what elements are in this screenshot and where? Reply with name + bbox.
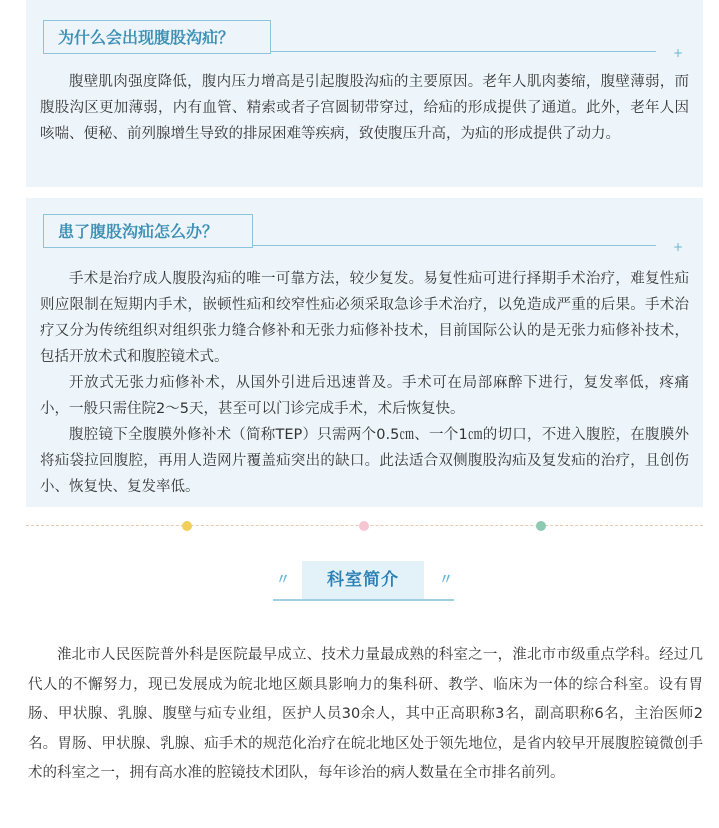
- department-title-block: [0, 561, 719, 607]
- section-card-treatment: [26, 198, 703, 507]
- title-underline: [253, 245, 656, 246]
- section-title-treatment: 患了腹股沟疝怎么办？: [43, 214, 253, 248]
- department-description: 淮北市人民医院普外科是医院最早成立、技术力量最成熟的科室之一，淮北市市级重点学科。经过几代人的不懈努力，现已发展成为皖北地区颇具影响力的集科研、教学、临床为一体的综合科室。设有胃肠、甲状腺、乳腺、腹壁与疝专业组，医护人员30余人，其中正高职称3名，副高职称6名，主治医师2名。胃肠、甲状腺、乳腺、疝手术的规范化治疗在皖北地区处于领先地位，是省内较早开展腹腔镜微创手术的科室之一，拥有高水准的腔镜技术团队，每年诊治的病人数量在全市排名前列。: [28, 647, 703, 781]
- department-title: 科室简介: [327, 570, 399, 590]
- paragraph: 手术是治疗成人腹股沟疝的唯一可靠方法，较少复发。易复性疝可进行择期手术治疗，难复性疝则应限制在短期内手术，嵌顿性疝和绞窄性疝必须采取急诊手术治疗，以免造成严重的后果。手术治疗又分为传统组织对组织张力缝合修补和无张力疝修补技术，目前国际公认的是无张力疝修补技术，包括开放术式和腹腔镜术式。: [40, 271, 689, 365]
- paragraph: 腹壁肌肉强度降低，腹内压力增高是引起腹股沟疝的主要原因。老年人肌肉萎缩，腹壁薄弱，而腹股沟区更加薄弱，内有血管、精索或者子宫圆韧带穿过，给疝的形成提供了通道。此外，老年人因咳喘、便秘、前列腺增生导致的排尿困难等疾病，致使腹压升高，为疝的形成提供了动力。: [40, 74, 689, 142]
- section-card-causes: [26, 0, 703, 187]
- quote-deco-icon: 〃: [439, 572, 453, 588]
- section-body-causes: [40, 69, 689, 147]
- title-underline: [271, 51, 656, 52]
- plus-icon: +: [673, 46, 684, 60]
- quote-deco-icon: 〃: [276, 572, 290, 588]
- paragraph: 开放式无张力疝修补术，从国外引进后迅速普及。手术可在局部麻醉下进行，复发率低，疼痛小，一般只需住院2～5天，甚至可以门诊完成手术，术后恢复快。: [40, 375, 689, 417]
- department-title-underline: [273, 599, 454, 601]
- divider-dot-green: [536, 521, 546, 531]
- divider-dot-yellow: [182, 521, 192, 531]
- paragraph: 腹腔镜下全腹膜外修补术（简称TEP）只需两个0.5㎝、一个1㎝的切口，不进入腹腔，在腹膜外将疝袋拉回腹腔，再用人造网片覆盖疝突出的缺口。此法适合双侧腹股沟疝及复发疝的治疗，且创伤小、恢复快、复发率低。: [40, 427, 689, 495]
- section-title-causes: 为什么会出现腹股沟疝？: [43, 20, 271, 54]
- section-body-treatment: [40, 266, 689, 500]
- divider-dot-pink: [359, 521, 369, 531]
- plus-icon: +: [673, 240, 684, 254]
